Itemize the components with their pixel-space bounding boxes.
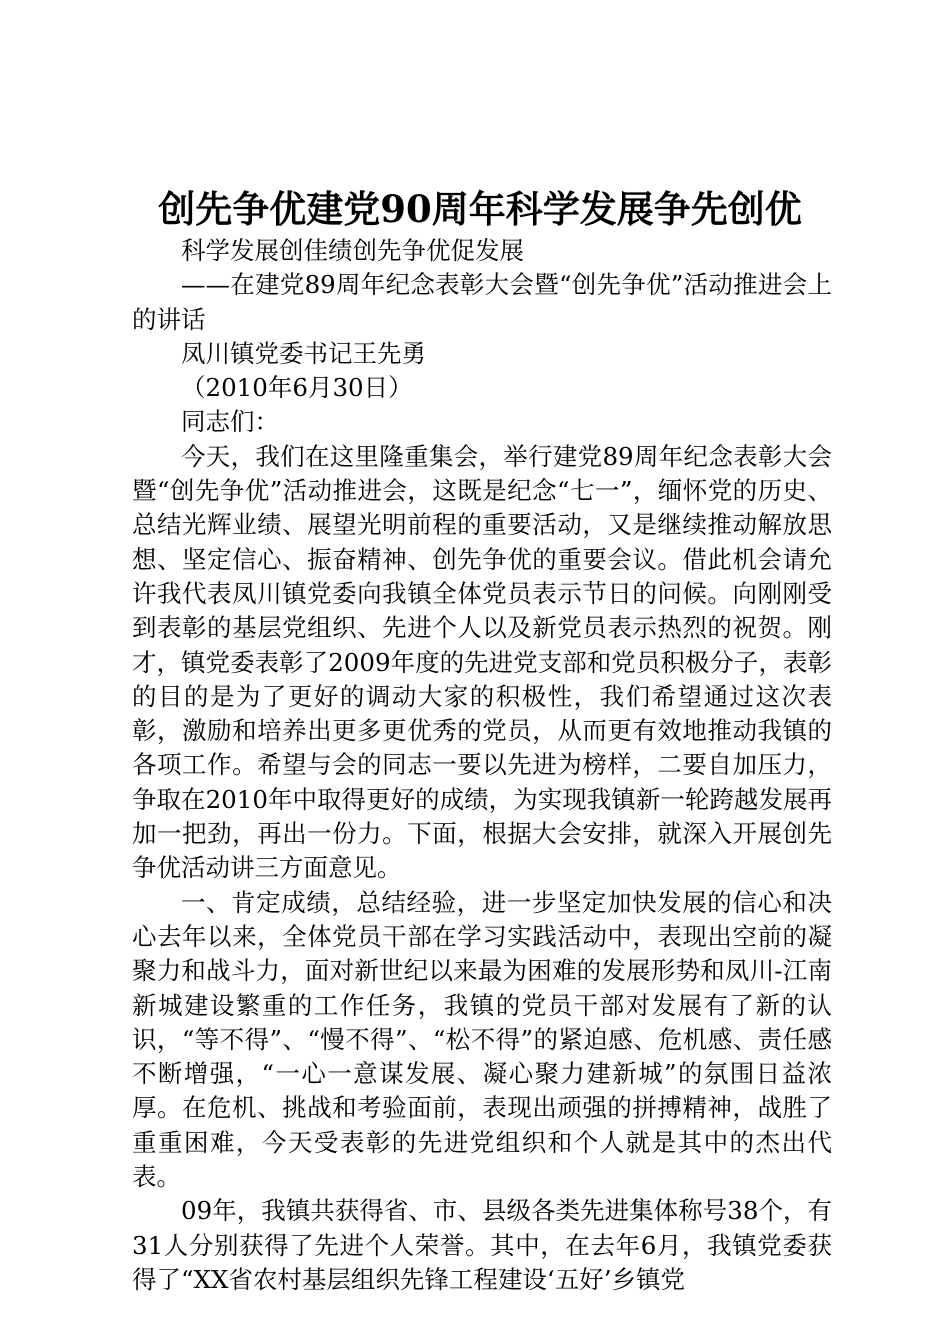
speech-occasion: ——在建党89周年纪念表彰大会暨“创先争优”活动推进会上的讲话 xyxy=(132,270,832,334)
document-title: 创先争优建党90周年科学发展争先创优 xyxy=(158,187,802,231)
body-paragraph: 今天，我们在这里隆重集会，举行建党89周年纪念表彰大会暨“创先争优”活动推进会，这既是纪念“七一”，缅怀党的历史、总结光辉业绩、展望光明前程的重要活动，又是继续推动解放思想、坚定信心、振奋精神、创先争优的重要会议。借此机会请允许我代表凤川镇党委向我镇全体党员表示节日的问候。向刚刚受到表彰的基层党组织、先进个人以及新党员表示热烈的祝贺。刚才，镇党委表彰了2009年度的先进党支部和党员积极分子，表彰的目的是为了更好的调动大家的积极性，我们希望通过这次表彰，激励和培养出更多更优秀的党员，从而更有效地推动我镇的各项工作。希望与会的同志一要以先进为榜样，二要自加压力，争取在2010年中取得更好的成绩，为实现我镇新一轮跨越发展再加一把劲，再出一份力。下面，根据大会安排，就深入开展创先争优活动讲三方面意见。 xyxy=(132,441,832,883)
document-body xyxy=(132,234,832,1297)
speech-date: （2010年6月30日） xyxy=(181,373,413,403)
body-paragraph: 一、肯定成绩，总结经验，进一步坚定加快发展的信心和决心去年以来，全体党员干部在学习实践活动中，表现出空前的凝聚力和战斗力，面对新世纪以来最为困难的发展形势和凤川-江南新城建设繁重的工作任务，我镇的党员干部对发展有了新的认识，“等不得”、“慢不得”、“松不得”的紧迫感、危机感、责任感不断增强，“一心一意谋发展、凝心聚力建新城”的氛围日益浓厚。在危机、挑战和考验面前，表现出顽强的拼搏精神，战胜了重重困难，今天受表彰的先进党组织和个人就是其中的杰出代表。 xyxy=(132,887,832,1192)
body-paragraph: 09年，我镇共获得省、市、县级各类先进集体称号38个，有31人分别获得了先进个人荣誉。其中，在去年6月，我镇党委获得了“XX省农村基层组织先锋工程建设‘五好’乡镇党 xyxy=(132,1196,832,1294)
speaker-line: 凤川镇党委书记王先勇 xyxy=(181,338,426,368)
salutation: 同志们： xyxy=(181,407,279,437)
speech-subtitle: 科学发展创佳绩创先争优促发展 xyxy=(181,236,524,265)
